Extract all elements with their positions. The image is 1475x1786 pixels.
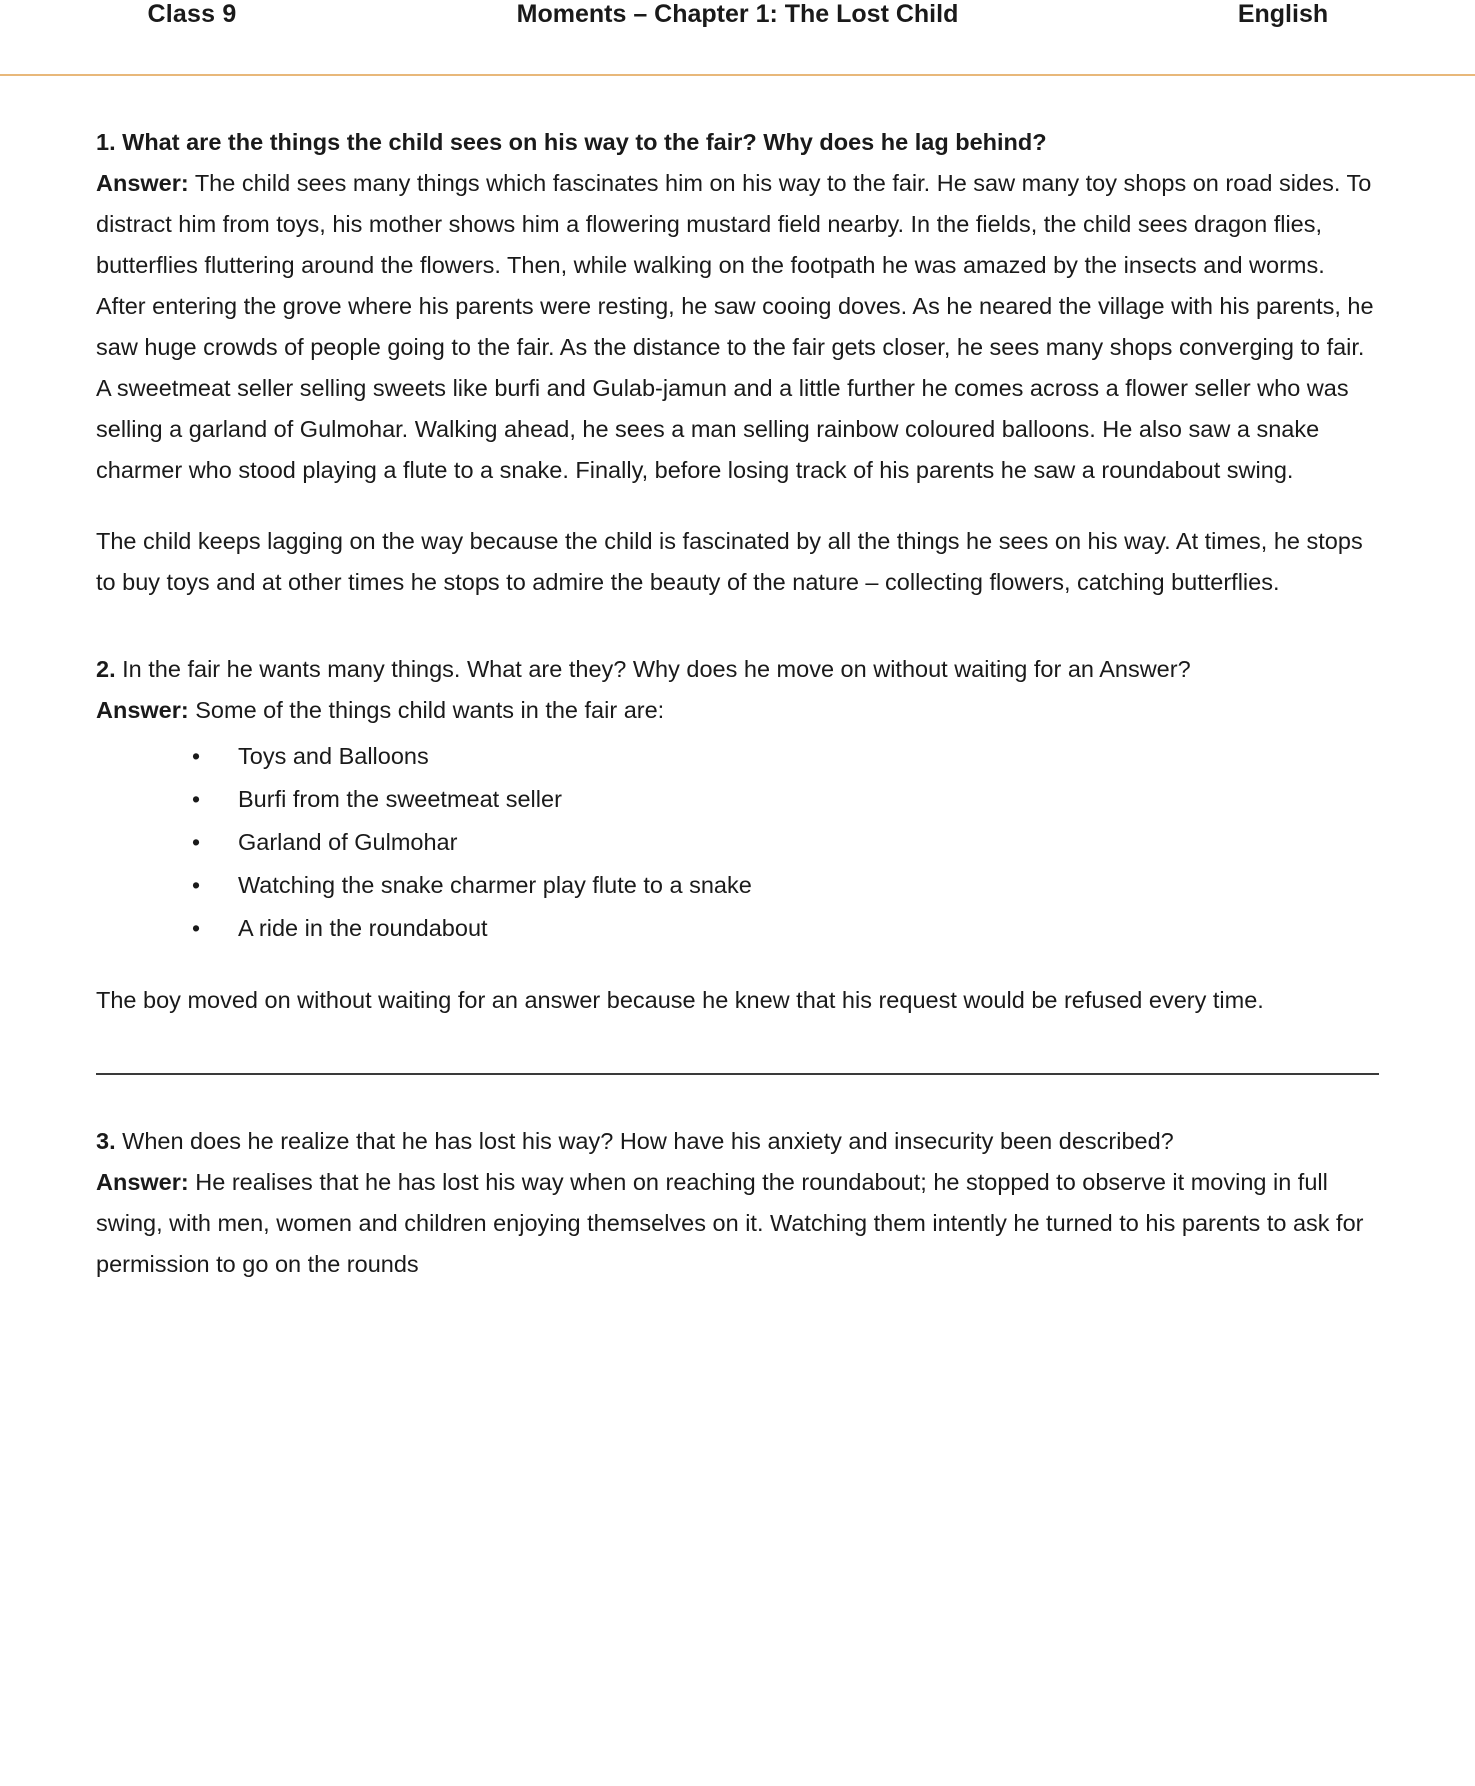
document-content	[0, 122, 1475, 1325]
page-header	[0, 0, 1475, 36]
qa-block-3	[96, 1121, 1379, 1285]
answer-1-text: The child sees many things which fascinates him on his way to the fair. He saw many toy shops on road sides. To distract him from toys, his mother shows him a flowering mustard field nearby. In the fields, the child sees dragon flies, butterflies fluttering around the flowers. Then, while walking on the footpath he was amazed by the insects and worms. After entering the grove where his parents were resting, he saw cooing doves. As he neared the village with his parents, he saw huge crowds of people going to the fair. As the distance to the fair gets closer, he sees many shops converging to fair. A sweetmeat seller selling sweets like burfi and Gulab-jamun and a little further he comes across a flower seller who was selling a garland of Gulmohar. Walking ahead, he sees a man selling rainbow coloured balloons. He also saw a snake charmer who stood playing a flute to a snake. Finally, before losing track of his parents he saw a roundabout swing.	[96, 170, 1374, 483]
list-item: • Watching the snake charmer play flute to a snake	[192, 864, 1379, 907]
answer-3-text: He realises that he has lost his way when on reaching the roundabout; he stopped to observe it moving in full swing, with men, women and children enjoying themselves on it. Watching them intently he turned to his parents to ask for permission to go on the rounds	[96, 1169, 1364, 1277]
answer-1-paragraph	[96, 163, 1379, 491]
question-1-line	[96, 122, 1379, 163]
question-2-text: In the fair he wants many things. What are they? Why does he move on without waiting for an Answer?	[122, 656, 1191, 682]
header-chapter-title: Moments – Chapter 1: The Lost Child	[516, 0, 959, 28]
header-divider	[0, 74, 1475, 76]
question-2-number: 2.	[96, 656, 116, 682]
answer-2-bullet-list	[96, 735, 1379, 950]
question-3-line	[96, 1121, 1379, 1162]
qa-block-1	[96, 122, 1379, 603]
section-divider	[96, 1073, 1379, 1075]
answer-1-extra-paragraph: The child keeps lagging on the way because the child is fascinated by all the things he sees on his way. At times, he stops to buy toys and at other times he stops to admire the beauty of the nature – collecting flowers, catching butterflies.	[96, 528, 1363, 595]
qa-block-2	[96, 649, 1379, 1021]
answer-2-text: Some of the things child wants in the fair are:	[195, 697, 665, 723]
question-1-number: 1.	[96, 129, 116, 155]
answer-2-paragraph	[96, 690, 1379, 731]
list-item: • A ride in the roundabout	[192, 907, 1379, 950]
answer-1-label: Answer:	[96, 170, 189, 196]
list-item: • Garland of Gulmohar	[192, 821, 1379, 864]
question-2-line	[96, 649, 1379, 690]
list-item: • Toys and Balloons	[192, 735, 1379, 778]
question-3-text: When does he realize that he has lost his way? How have his anxiety and insecurity been described?	[122, 1128, 1174, 1154]
answer-2-label: Answer:	[96, 697, 189, 723]
question-1-text: What are the things the child sees on his way to the fair? Why does he lag behind?	[122, 129, 1047, 155]
question-3-number: 3.	[96, 1128, 116, 1154]
header-subject-label: English	[1237, 0, 1329, 28]
list-item: • Burfi from the sweetmeat seller	[192, 778, 1379, 821]
answer-2-extra-paragraph: The boy moved on without waiting for an answer because he knew that his request would be refused every time.	[96, 987, 1264, 1013]
answer-3-label: Answer:	[96, 1169, 189, 1195]
answer-3-paragraph	[96, 1162, 1379, 1285]
header-class-label: Class 9	[147, 0, 237, 28]
